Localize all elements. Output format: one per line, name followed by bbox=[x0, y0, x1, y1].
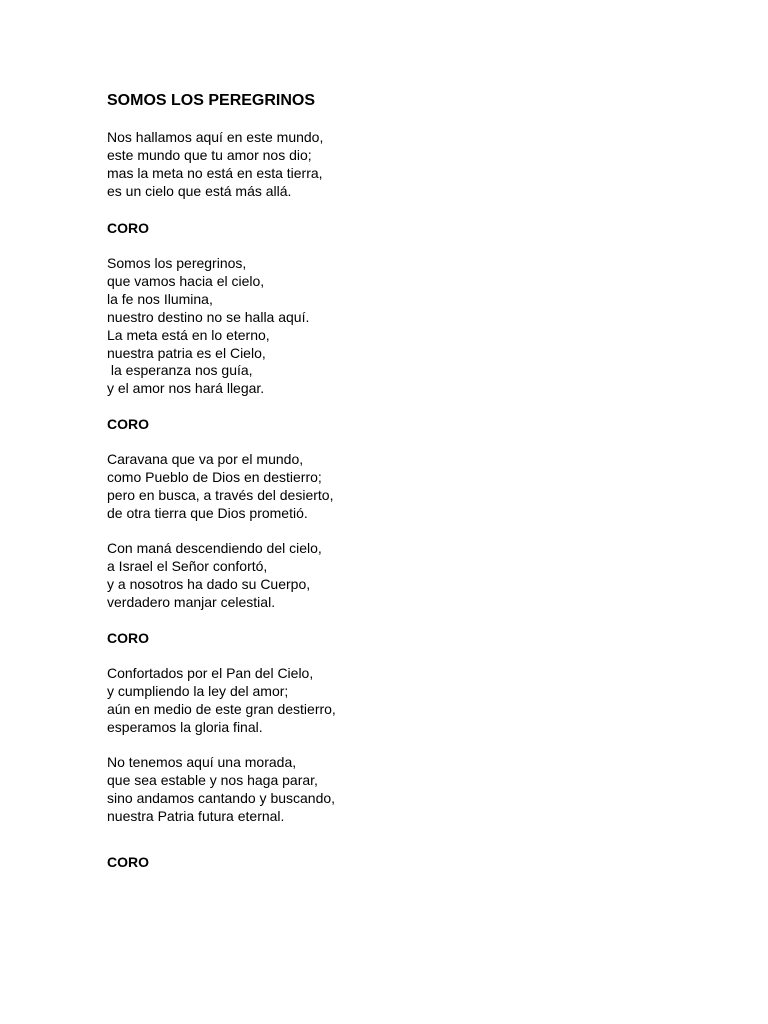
stanza-line: Nos hallamos aquí en este mundo, bbox=[107, 129, 324, 145]
stanza-line: verdadero manjar celestial. bbox=[107, 593, 276, 610]
stanza-line: Confortados por el Pan del Cielo, bbox=[107, 665, 314, 681]
chorus-label: CORO bbox=[107, 220, 149, 236]
chorus-line: La meta está en lo eterno, bbox=[107, 326, 270, 343]
chorus-line: nuestro destino no se halla aquí. bbox=[107, 308, 310, 325]
stanza-4 bbox=[107, 665, 336, 737]
chorus-label: CORO bbox=[107, 854, 149, 870]
chorus-line: que vamos hacia el cielo, bbox=[107, 272, 265, 289]
stanza-line: pero en busca, a través del desierto, bbox=[107, 486, 334, 503]
stanza-5 bbox=[107, 754, 335, 826]
chorus-line: Somos los peregrinos, bbox=[107, 255, 247, 271]
stanza-line: como Pueblo de Dios en destierro; bbox=[107, 468, 322, 485]
stanza-line: Con maná descendiendo del cielo, bbox=[107, 540, 322, 556]
chorus-label: CORO bbox=[107, 416, 149, 432]
stanza-line: este mundo que tu amor nos dio; bbox=[107, 146, 312, 163]
stanza-1 bbox=[107, 129, 323, 201]
song-title: SOMOS LOS PEREGRINOS bbox=[107, 92, 316, 109]
stanza-line: que sea estable y nos haga parar, bbox=[107, 771, 318, 788]
stanza-line: aún en medio de este gran destierro, bbox=[107, 700, 336, 717]
stanza-line: a Israel el Señor confortó, bbox=[107, 557, 268, 574]
chorus-line: la esperanza nos guía, bbox=[107, 362, 253, 379]
stanza-3 bbox=[107, 540, 322, 612]
chorus-line: y el amor nos hará llegar. bbox=[107, 380, 265, 397]
chorus-label: CORO bbox=[107, 630, 149, 646]
stanza-line: esperamos la gloria final. bbox=[107, 718, 263, 735]
stanza-line: de otra tierra que Dios prometió. bbox=[107, 504, 308, 521]
stanza-line: nuestra Patria futura eternal. bbox=[107, 807, 285, 824]
chorus-line: la fe nos Ilumina, bbox=[107, 290, 213, 307]
stanza-line: No tenemos aquí una morada, bbox=[107, 754, 297, 770]
stanza-line: es un cielo que está más allá. bbox=[107, 182, 292, 199]
chorus-line: nuestra patria es el Cielo, bbox=[107, 344, 266, 361]
stanza-line: sino andamos cantando y buscando, bbox=[107, 789, 336, 806]
stanza-line: y cumpliendo la ley del amor; bbox=[107, 682, 289, 699]
stanza-line: mas la meta no está en esta tierra, bbox=[107, 164, 323, 181]
stanza-2 bbox=[107, 451, 333, 523]
chorus bbox=[107, 255, 309, 398]
stanza-line: y a nosotros ha dado su Cuerpo, bbox=[107, 575, 311, 592]
stanza-line: Caravana que va por el mundo, bbox=[107, 451, 304, 467]
